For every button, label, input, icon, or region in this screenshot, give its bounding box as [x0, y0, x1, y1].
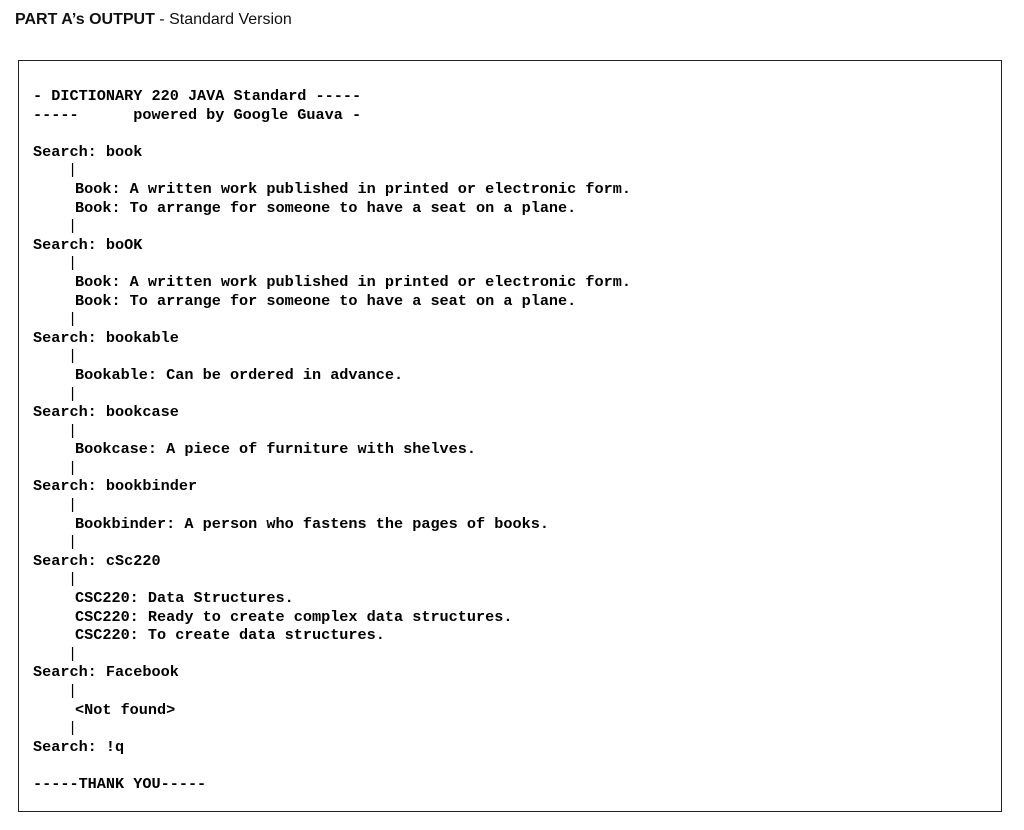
definition-line: Bookcase: A piece of furniture with shelves.: [75, 440, 477, 459]
pipe-separator: |: [68, 347, 78, 366]
pipe-separator: |: [68, 384, 78, 403]
search-prompt: Search: bookbinder: [33, 477, 198, 496]
search-prompt: Search: bookcase: [33, 403, 179, 422]
console-text: [33, 87, 631, 794]
definition-line: Book: A written work published in printed or electronic form.: [75, 179, 631, 198]
search-prompt: Search: Facebook: [33, 663, 179, 682]
banner-line: - DICTIONARY 220 JAVA Standard -----: [33, 87, 362, 105]
pipe-separator: |: [68, 421, 78, 440]
definition-line: CSC220: Data Structures.: [75, 589, 294, 608]
quit-prompt: Search: !q: [33, 737, 125, 756]
pipe-separator: |: [68, 496, 78, 515]
definition-line: Book: To arrange for someone to have a seat on a plane.: [75, 291, 577, 310]
pipe-separator: |: [68, 161, 78, 180]
definition-line: Bookbinder: A person who fastens the pages of books.: [75, 514, 549, 533]
pipe-separator: |: [68, 682, 78, 700]
definition-line: Book: A written work published in printed or electronic form.: [75, 272, 631, 291]
pipe-separator: |: [68, 644, 78, 663]
pipe-separator: |: [68, 310, 78, 329]
pipe-separator: |: [68, 719, 78, 738]
search-prompt: Search: boOK: [33, 235, 143, 254]
console-output-box: [18, 60, 1002, 812]
definition-line: <Not found>: [75, 700, 176, 719]
pipe-separator: |: [68, 217, 78, 236]
heading-subtitle: - Standard Version: [154, 11, 292, 28]
page-heading: [15, 11, 292, 29]
definition-line: Book: To arrange for someone to have a seat on a plane.: [75, 198, 577, 217]
definition-line: CSC220: Ready to create complex data structures.: [75, 607, 513, 626]
search-prompt: Search: bookable: [33, 328, 179, 347]
pipe-separator: |: [68, 570, 78, 589]
banner-line: ----- powered by Google Guava -: [33, 105, 362, 124]
blank-line: [33, 124, 631, 143]
blank-line: [33, 756, 631, 775]
farewell-line: -----THANK YOU-----: [33, 774, 207, 793]
definition-line: Bookable: Can be ordered in advance.: [75, 365, 404, 384]
search-prompt: Search: cSc220: [33, 551, 161, 570]
heading-title: PART A’s OUTPUT: [15, 11, 155, 28]
pipe-separator: |: [68, 458, 78, 477]
pipe-separator: |: [68, 533, 78, 552]
pipe-separator: |: [68, 254, 78, 273]
search-prompt: Search: book: [33, 142, 143, 161]
definition-line: CSC220: To create data structures.: [75, 626, 385, 645]
